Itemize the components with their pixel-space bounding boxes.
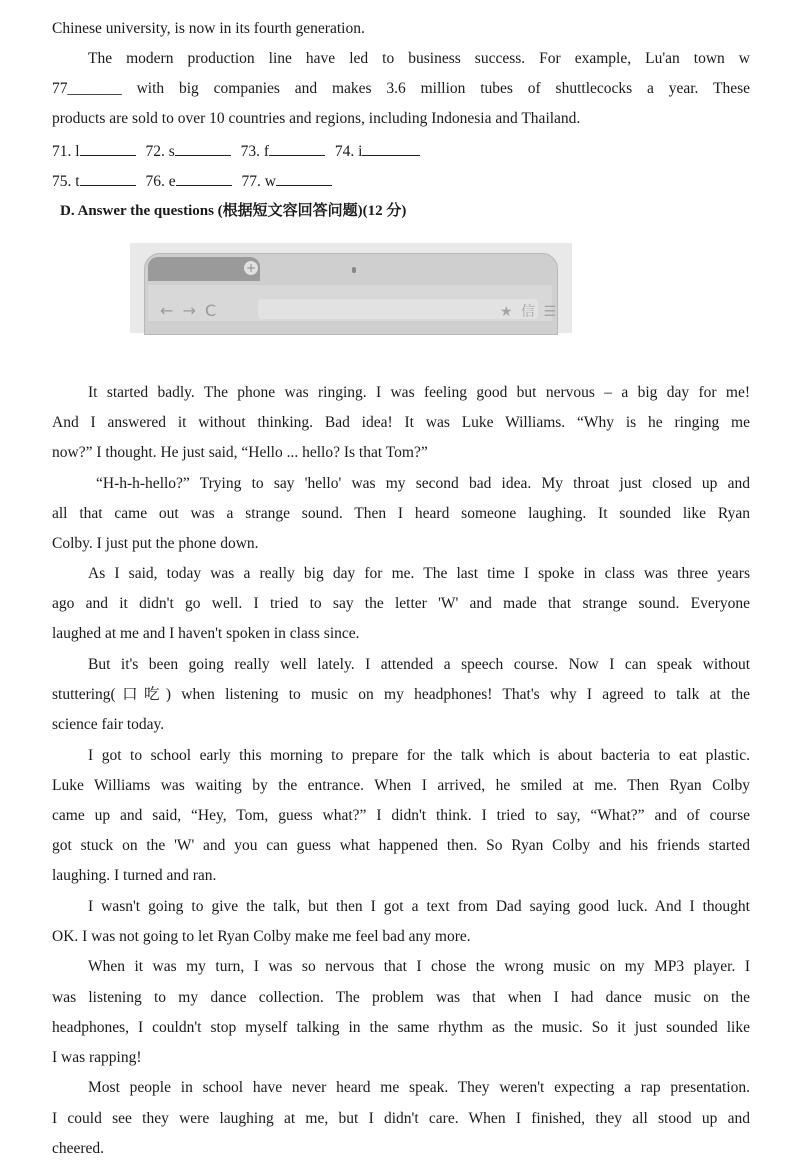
- passage-line: laughed at me and I haven't spoken in class since.: [52, 625, 360, 642]
- new-tab-plus-icon: +: [245, 261, 257, 275]
- text-line: The modern production line have led to business success. For example, Lu'an town w: [88, 50, 750, 67]
- answer-blanks-row-1: [52, 141, 750, 162]
- browser-illustration: [130, 243, 572, 333]
- blank-72: [145, 141, 230, 162]
- passage-line: stuttering(口吃) when listening to music on my headphones! That's why I agreed to talk at the: [52, 686, 750, 703]
- passage-line: laughing. I turned and ran.: [52, 867, 217, 884]
- blank-label: 72. s: [145, 143, 175, 160]
- passage-line: As I said, today was a really big day for me. The last time I spoke in class was three years: [88, 565, 750, 582]
- text-line: products are sold to over 10 countries and regions, including Indonesia and Thailand.: [52, 110, 581, 127]
- passage-line: It started badly. The phone was ringing. I was feeling good but nervous – a big day for me!: [88, 384, 750, 401]
- passage-line: “H-h-h-hello?” Trying to say 'hello' was my second bad idea. My throat just closed up and: [96, 475, 750, 492]
- passage-line: cheered.: [52, 1140, 105, 1157]
- address-bar: [258, 299, 538, 319]
- blank-75: [52, 171, 136, 192]
- answer-blanks-row-2: [52, 171, 750, 192]
- blank-line: [80, 171, 136, 186]
- section-heading: D. Answer the questions (根据短文容回答问题)(12 分): [60, 203, 407, 219]
- passage-line: got stuck on the 'W' and you can guess what happened then. So Ryan Colby and his friends started: [52, 837, 750, 854]
- blank-73: [241, 141, 325, 162]
- passage-line: all that came out was a strange sound. Then I heard someone laughing. It sounded like Ryan: [52, 505, 750, 522]
- passage-line: OK. I was not going to let Ryan Colby make me feel bad any more.: [52, 928, 471, 945]
- passage-line: now?” I thought. He just said, “Hello ... hello? Is that Tom?”: [52, 444, 428, 461]
- blank-label: 75. t: [52, 173, 80, 190]
- passage-line: Most people in school have never heard me speak. They weren't expecting a rap presentation.: [88, 1079, 750, 1096]
- blank-line: [175, 141, 231, 156]
- passage-line: When it was my turn, I was so nervous that I chose the wrong music on my MP3 player. I: [88, 958, 750, 975]
- star-menu-icons: ★ 信 ☰: [500, 304, 559, 320]
- blank-label: 74. i: [334, 143, 363, 160]
- blank-line: [362, 141, 420, 156]
- blank-line: [80, 141, 136, 156]
- passage-line: I was rapping!: [52, 1049, 142, 1066]
- blank-label: 76. e: [145, 173, 176, 190]
- passage-line: And I answered it without thinking. Bad idea! It was Luke Williams. “Why is he ringing me: [52, 414, 750, 431]
- blank-line: [269, 141, 325, 156]
- passage-line: Colby. I just put the phone down.: [52, 535, 259, 552]
- passage-line: I could see they were laughing at me, but I didn't care. When I finished, they all stood up and: [52, 1110, 750, 1127]
- back-forward-reload-icons: ← → C: [160, 301, 219, 320]
- blank-76: [145, 171, 231, 192]
- passage-line: I wasn't going to give the talk, but then I got a text from Dad saying good luck. And I thought: [88, 898, 750, 915]
- camera-dot-icon: [352, 267, 356, 273]
- passage-line: headphones, I couldn't stop myself talking in the same rhythm as the music. So it just sounded like: [52, 1019, 750, 1036]
- blank-label: 73. f: [240, 143, 270, 160]
- passage-line: I got to school early this morning to prepare for the talk which is about bacteria to eat plastic.: [88, 747, 750, 764]
- blank-77: [241, 171, 331, 192]
- passage-line: ago and it didn't go well. I tried to say the letter 'W' and made that strange sound. Everyone: [52, 595, 750, 612]
- passage-line: came up and said, “Hey, Tom, guess what?” I didn't think. I tried to say, “What?” and of course: [52, 807, 750, 824]
- passage-line: But it's been going really well lately. I attended a speech course. Now I can speak without: [88, 656, 750, 673]
- text-line: Chinese university, is now in its fourth generation.: [52, 20, 365, 37]
- blank-label: 71. l: [52, 143, 80, 160]
- passage-line: was listening to my dance collection. The problem was that when I had dance music on the: [52, 989, 750, 1006]
- passage-line: Luke Williams was waiting by the entrance. When I arrived, he smiled at me. Then Ryan Colby: [52, 777, 750, 794]
- text-line: 77_______ with big companies and makes 3.6 million tubes of shuttlecocks a year. These: [52, 80, 750, 97]
- blank-line: [176, 171, 232, 186]
- blank-label: 77. w: [241, 173, 276, 190]
- blank-71: [52, 141, 136, 162]
- blank-74: [335, 141, 421, 162]
- passage-line: science fair today.: [52, 716, 165, 733]
- blank-line: [276, 171, 332, 186]
